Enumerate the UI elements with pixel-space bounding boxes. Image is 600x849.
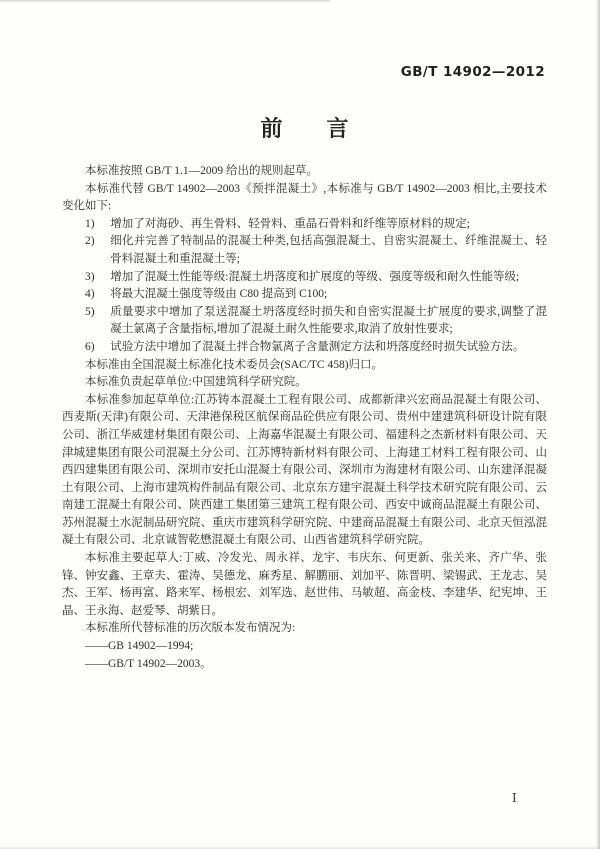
scan-edge-right (596, 0, 600, 849)
paragraph-chief-org: 本标准负责起草单位:中国建筑科学研究院。 (85, 376, 307, 389)
paragraph-drafting-rule: 本标准按照 GB/T 1.1—2009 给出的规则起草。 (85, 165, 318, 177)
foreword-body (62, 163, 547, 673)
change-number: 5) (85, 305, 95, 318)
paragraph-committee: 本标准由全国混凝土标准化技术委员会(SAC/TC 458)归口。 (85, 358, 384, 371)
change-text: 增加了对海砂、再生骨料、轻骨料、重晶石骨料和纤维等原材料的规定; (110, 217, 470, 230)
change-text: 试验方法中增加了混凝土拌合物氯离子含量测定方法和坍落度经时损失试验方法。 (110, 340, 525, 353)
change-number: 4) (85, 288, 95, 301)
page-number: Ⅰ (512, 791, 517, 805)
paragraph-edition-history-intro: 本标准所代替标准的历次版本发布情况为: (85, 622, 296, 635)
change-number: 1) (85, 217, 95, 230)
change-number: 3) (85, 270, 95, 283)
change-item (85, 339, 547, 357)
change-item (85, 286, 547, 304)
change-text: 细化并完善了特制品的混凝土种类,包括高强混凝土、自密实混凝土、纤维混凝土、轻骨料混凝土和重混凝土等; (110, 235, 547, 265)
change-item (85, 233, 547, 268)
standard-code: GB/T 14902—2012 (400, 64, 545, 80)
change-item (85, 269, 547, 287)
change-item (85, 216, 547, 234)
edition-entry: ——GB/T 14902—2003。 (85, 657, 212, 670)
change-text: 质量要求中增加了泵送混凝土坍落度经时损失和自密实混凝土扩展度的要求,调整了混凝土氯离子含量指标,增加了混凝土耐久性能要求,取消了放射性要求; (110, 305, 547, 336)
scan-edge-top (0, 0, 330, 3)
change-text: 将最大混凝土强度等级由 C80 提高到 C100; (110, 288, 328, 301)
page-title: 前 言 (260, 116, 349, 141)
edition-entry: ——GB 14902—1994; (85, 640, 194, 653)
paragraph-replacement: 本标准代替 GB/T 14902—2003《预拌混凝土》,本标准与 GB/T 14902—2003 相比,主要技术变化如下: (62, 182, 547, 213)
change-number: 2) (85, 235, 95, 248)
change-text: 增加了混凝土性能等级:混凝土坍落度和扩展度的等级、强度等级和耐久性能等级; (110, 270, 520, 283)
change-number: 6) (85, 340, 95, 353)
change-item (85, 304, 547, 339)
paragraph-participating-orgs: 本标准参加起草单位:江苏铸本混凝土工程有限公司、成都新津兴宏商品混凝土有限公司、西麦斯(天津)有限公司、天津港保税区航保商品砼供应有限公司、贵州中建建筑科研设计院有限公司、浙江华威建材集团有限公司、上海嘉华混凝土有限公司、福建科之杰新材料有限公司、天津城建集团有限公司混凝土分公司、江苏博特新材料有限公司、上海建工材料工程有限公司、山西四建集团有限公司、深圳市安托山混凝土有限公司、深圳市为海建材有限公司、山东建泽混凝土有限公司、上海市建筑构件制品有限公司、北京东方建宇混凝土科学技术研究院有限公司、云南建工混凝土有限公司、陕西建工集团第三建筑工程有限公司、西安中诚商品混凝土有限公司、苏州混凝土水泥制品研究院、重庆市建筑科学研究院、中建商品混凝土有限公司、北京天恒泓混凝土有限公司、北京诚智乾懋混凝土有限公司、山西省建筑科学研究院。 (62, 393, 547, 547)
paragraph-drafters: 本标准主要起草人:丁威、冷发光、周永祥、龙宇、韦庆东、何更新、张关来、齐广华、张锋、钟安鑫、王章夫、霍涛、吴德龙、麻秀星、解鹏丽、刘加平、陈晋明、梁锡武、王龙志、吴杰、王军、杨再富、路来军、杨根宏、刘军选、赵世伟、马敏超、高金枝、李建华、纪宪坤、王晶、王永海、赵爱琴、胡紫日。 (62, 552, 547, 617)
